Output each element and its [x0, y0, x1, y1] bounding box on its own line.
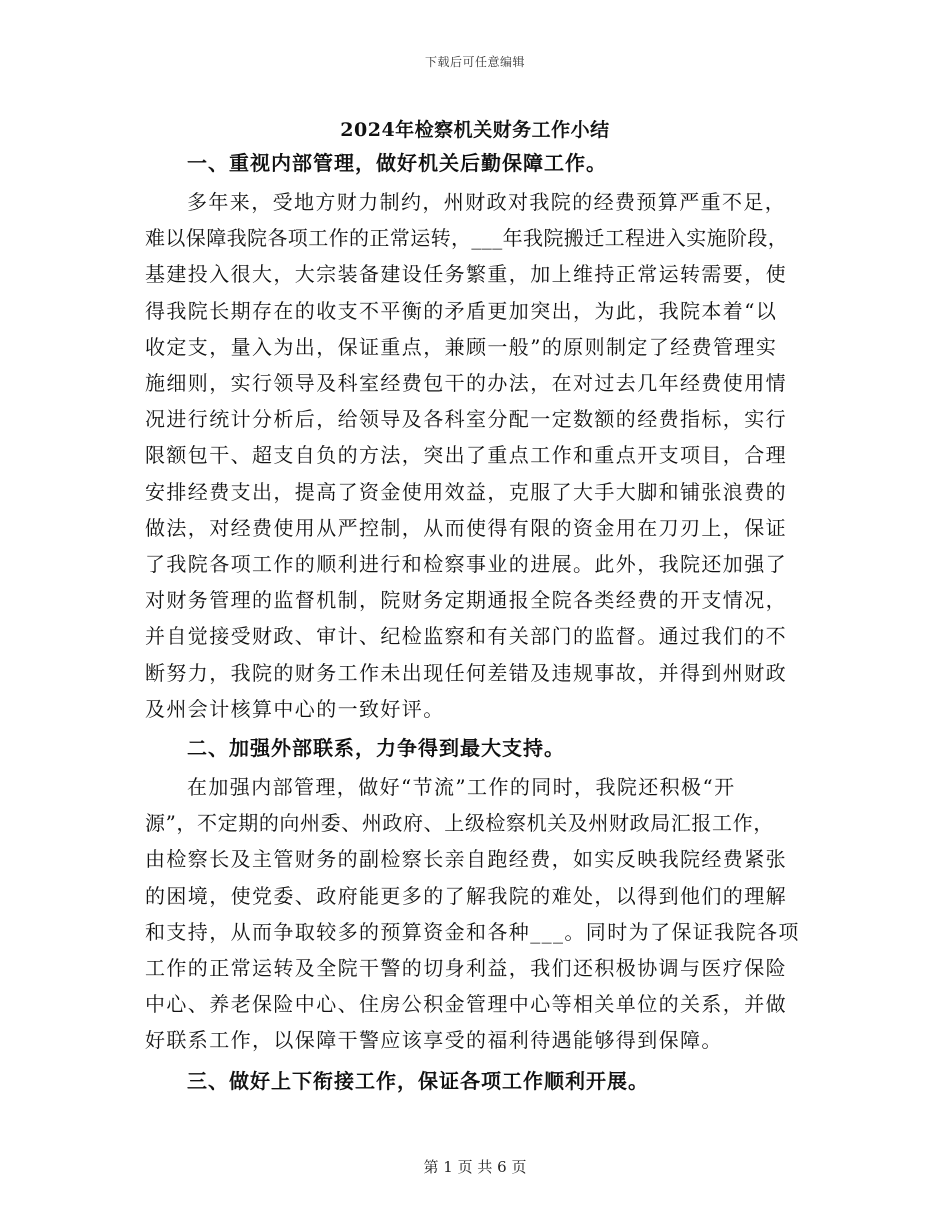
paragraph-line: 工作的正常运转及全院干警的切身利益，我们还积极协调与医疗保险 — [145, 956, 787, 981]
paragraph-line: 做法，对经费使用从严控制，从而使得有限的资金用在刀刃上，保证 — [145, 515, 787, 540]
paragraph-line: 基建投入很大，大宗装备建设任务繁重，加上维持正常运转需要，使 — [145, 262, 787, 287]
paragraph-line: 对财务管理的监督机制，院财务定期通报全院各类经费的开支情况， — [145, 588, 787, 613]
section-heading-1: 一、重视内部管理，做好机关后勤保障工作。 — [187, 151, 607, 175]
paragraph-line: 源”，不定期的向州委、州政府、上级检察机关及州财政局汇报工作， — [145, 811, 774, 836]
paragraph-line: 好联系工作，以保障干警应该享受的福利待遇能够得到保障。 — [145, 1028, 723, 1053]
paragraph-line: 安排经费支出，提高了资金使用效益，克服了大手大脚和铺张浪费的 — [145, 479, 787, 504]
section-paragraph-2 — [145, 769, 815, 1059]
section-paragraph-1 — [145, 184, 815, 727]
document-body — [145, 145, 815, 1099]
section-heading-3: 三、做好上下衔接工作，保证各项工作顺利开展。 — [187, 1068, 649, 1093]
paragraph-line: 在加强内部管理，做好“节流”工作的同时，我院还积极“开 — [187, 775, 736, 800]
paragraph-line: 况进行统计分析后，给领导及各科室分配一定数额的经费指标，实行 — [145, 407, 787, 432]
document-title: 2024年检察机关财务工作小结 — [340, 119, 610, 141]
paragraph-line: 得我院长期存在的收支不平衡的矛盾更加突出，为此，我院本着“以 — [145, 298, 778, 323]
paragraph-line: 难以保障我院各项工作的正常运转，___年我院搬迁工程进入实施阶段， — [145, 226, 789, 251]
paragraph-line: 收定支，量入为出，保证重点，兼顾一般”的原则制定了经费管理实 — [145, 334, 778, 359]
paragraph-line: 断努力，我院的财务工作未出现任何差错及违规事故，并得到州财政 — [145, 660, 787, 685]
paragraph-line: 施细则，实行领导及科室经费包干的办法，在对过去几年经费使用情 — [145, 371, 787, 396]
paragraph-line: 及州会计核算中心的一致好评。 — [145, 696, 445, 721]
paragraph-line: 多年来，受地方财力制约，州财政对我院的经费预算严重不足， — [187, 190, 787, 214]
paragraph-line: 由检察长及主管财务的副检察长亲自跑经费，如实反映我院经费紧张 — [145, 847, 787, 872]
header-note: 下载后可任意编辑 — [424, 55, 525, 69]
paragraph-line: 限额包干、超支自负的方法，突出了重点工作和重点开支项目，合理 — [145, 443, 787, 468]
paragraph-line: 了我院各项工作的顺利进行和检察事业的进展。此外，我院还加强了 — [145, 552, 787, 577]
section-heading-2: 二、加强外部联系，力争得到最大支持。 — [187, 736, 565, 761]
page-number: 第 1 页 共 6 页 — [423, 1158, 527, 1176]
paragraph-line: 和支持，从而争取较多的预算资金和各种___。同时为了保证我院各项 — [145, 919, 800, 944]
paragraph-line: 并自觉接受财政、审计、纪检监察和有关部门的监督。通过我们的不 — [145, 624, 787, 649]
paragraph-line: 的困境，使党委、政府能更多的了解我院的难处，以得到他们的理解 — [145, 883, 787, 908]
paragraph-line: 中心、养老保险中心、住房公积金管理中心等相关单位的关系，并做 — [145, 992, 787, 1017]
